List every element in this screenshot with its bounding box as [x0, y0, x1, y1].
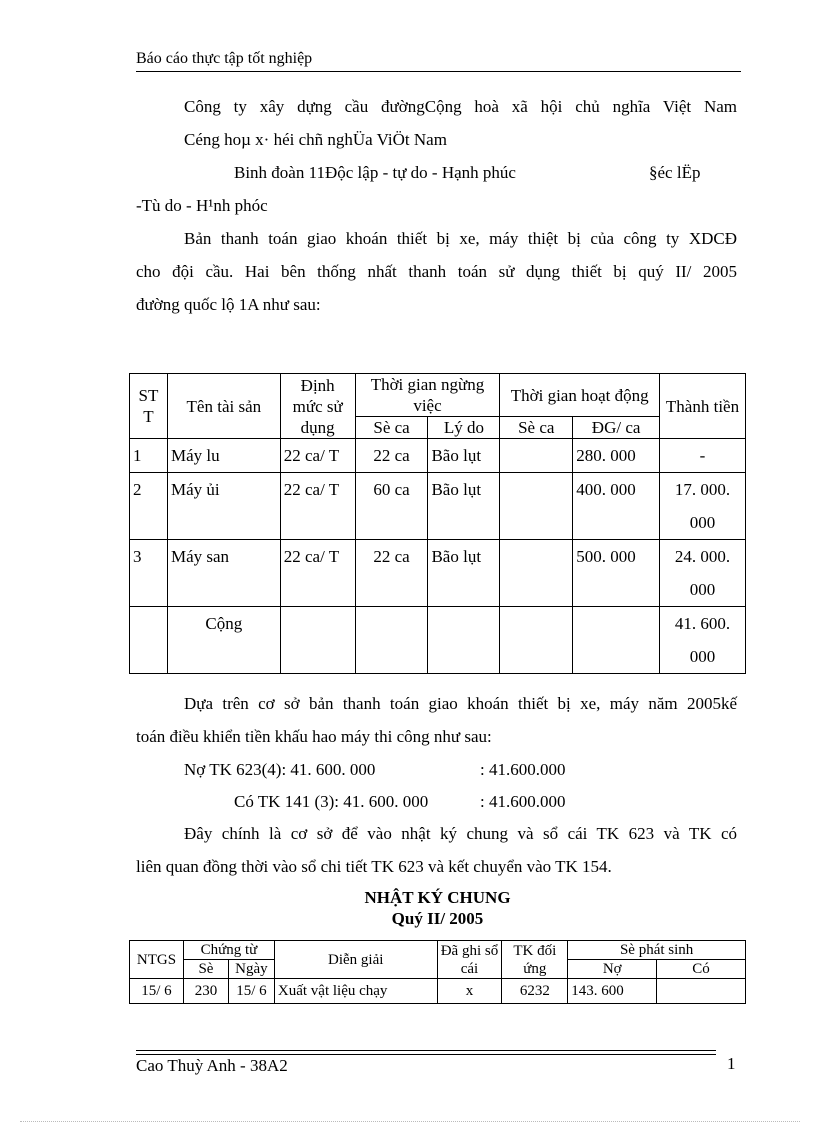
th-active-shifts: Sè ca	[500, 417, 573, 439]
page-bottom-rule	[20, 1121, 800, 1122]
th-stt: ST T	[130, 374, 168, 439]
cell-stt: 3	[130, 540, 168, 607]
equipment-table	[129, 373, 746, 674]
cell-stop-shifts: 22 ca	[355, 540, 428, 607]
para2-line-2: toán điều khiển tiền khấu hao máy thi công như sau:	[136, 727, 492, 746]
entry-2-right: : 41.600.000	[480, 792, 566, 811]
cell-amount	[660, 473, 746, 540]
cell-stop-shifts: 60 ca	[355, 473, 428, 540]
cell-stop-shifts: 22 ca	[355, 439, 428, 473]
jh-no: Sè	[183, 960, 228, 979]
jcell-desc: Xuất vật liệu chạy	[274, 979, 437, 1004]
cell-amount	[660, 540, 746, 607]
footer-rule-2	[136, 1054, 716, 1055]
footer-author: Cao Thuỳ Anh - 38A2	[136, 1056, 288, 1075]
jh-credit: Có	[657, 960, 746, 979]
journal-title: NHẬT KÝ CHUNG	[364, 888, 511, 907]
amount-line-2: 000	[689, 647, 716, 666]
cell-stt: 1	[130, 439, 168, 473]
journal-row	[130, 979, 746, 1004]
cell-active-shifts	[500, 473, 573, 540]
jh-ntgs: NTGS	[130, 941, 184, 979]
table-row	[130, 473, 746, 540]
amount-line-1: 24. 000.	[674, 547, 731, 566]
amount-line-2: 000	[689, 580, 716, 599]
cell-stt	[130, 607, 168, 674]
jh-debit: Nợ	[568, 960, 657, 979]
para2-line-1: Dựa trên cơ sở bản thanh toán giao khoán thiết bị xe, máy năm 2005kế	[184, 694, 737, 713]
page-header: Báo cáo thực tập tốt nghiệp	[136, 50, 313, 67]
jcell-posted: x	[437, 979, 502, 1004]
th-stop-shifts: Sè ca	[355, 417, 428, 439]
cell-norm: 22 ca/ T	[280, 473, 355, 540]
th-active-price: ĐG/ ca	[573, 417, 660, 439]
cell-active-shifts	[500, 439, 573, 473]
amount-line-1: 41. 600.	[674, 614, 731, 633]
journal-subtitle: Quý II/ 2005	[391, 909, 484, 928]
cell-reason: Bão lụt	[428, 439, 500, 473]
th-stop-reason: Lý do	[428, 417, 500, 439]
entry-1-right: : 41.600.000	[480, 760, 566, 779]
cell-price: 500. 000	[573, 540, 660, 607]
entry-2-left: Có TK 141 (3): 41. 600. 000	[234, 792, 429, 811]
intro-line-3-right: §éc lËp	[649, 163, 701, 182]
jh-posted: Đã ghi sổ cái	[437, 941, 502, 979]
para1-line-2: cho đội cầu. Hai bên thống nhất thanh toán sử dụng thiết bị quý II/ 2005	[136, 262, 737, 281]
cell-price: 400. 000	[573, 473, 660, 540]
intro-line-1: Công ty xây dựng cầu đườngCộng hoà xã hội chủ nghĩa Việt Nam	[184, 97, 737, 116]
intro-line-3-left: Binh đoàn 11Độc lập - tự do - Hạnh phúc	[234, 163, 516, 182]
table-row	[130, 540, 746, 607]
jcell-account: 6232	[502, 979, 568, 1004]
jcell-ntgs: 15/ 6	[130, 979, 184, 1004]
cell-norm: 22 ca/ T	[280, 439, 355, 473]
cell-reason: Bão lụt	[428, 540, 500, 607]
amount-line-2: 000	[689, 513, 716, 532]
intro-line-4: -Tù do - H¹nh phóc	[136, 196, 268, 215]
jcell-debit: 143. 600	[568, 979, 657, 1004]
cell-name: Máy lu	[167, 439, 280, 473]
jh-voucher: Chứng từ	[183, 941, 274, 960]
total-label: Cộng	[167, 607, 280, 674]
cell-name: Máy ủi	[167, 473, 280, 540]
th-stop-group: Thời gian ngừng việc	[355, 374, 500, 417]
th-norm: Định mức sử dụng	[280, 374, 355, 439]
intro-line-2: Céng hoµ x· héi chñ nghÜa ViÖt Nam	[184, 130, 447, 149]
total-amount	[660, 607, 746, 674]
cell-norm: 22 ca/ T	[280, 540, 355, 607]
para3-line-1: Đây chính là cơ sở để vào nhật ký chung và sổ cái TK 623 và TK có	[184, 824, 737, 843]
cell-price: 280. 000	[573, 439, 660, 473]
page-number: 1	[727, 1054, 736, 1073]
para1-line-3: đường quốc lộ 1A như sau:	[136, 295, 321, 314]
cell-active-shifts	[500, 540, 573, 607]
total-row	[130, 607, 746, 674]
jh-account: TK đối ứng	[502, 941, 568, 979]
cell-stt: 2	[130, 473, 168, 540]
th-name: Tên tài sản	[167, 374, 280, 439]
footer-rule-1	[136, 1050, 716, 1051]
table-row	[130, 439, 746, 473]
para3-line-2: liên quan đồng thời vào sổ chi tiết TK 623 và kết chuyển vào TK 154.	[136, 857, 612, 876]
cell-name: Máy san	[167, 540, 280, 607]
entry-1-left: Nợ TK 623(4): 41. 600. 000	[184, 760, 376, 779]
para1-line-1: Bản thanh toán giao khoán thiết bị xe, máy thiệt bị của công ty XDCĐ	[184, 229, 737, 248]
th-amount: Thành tiền	[660, 374, 746, 439]
jcell-date: 15/ 6	[228, 979, 274, 1004]
jcell-no: 230	[183, 979, 228, 1004]
journal-table	[129, 940, 746, 1004]
amount-line-1: 17. 000.	[674, 480, 731, 499]
jh-date: Ngày	[228, 960, 274, 979]
cell-reason: Bão lụt	[428, 473, 500, 540]
header-rule	[136, 71, 741, 72]
jh-amount: Sè phát sinh	[568, 941, 746, 960]
th-active-group: Thời gian hoạt động	[500, 374, 660, 417]
jcell-credit	[657, 979, 746, 1004]
cell-amount: -	[660, 439, 746, 473]
jh-desc: Diễn giải	[274, 941, 437, 979]
